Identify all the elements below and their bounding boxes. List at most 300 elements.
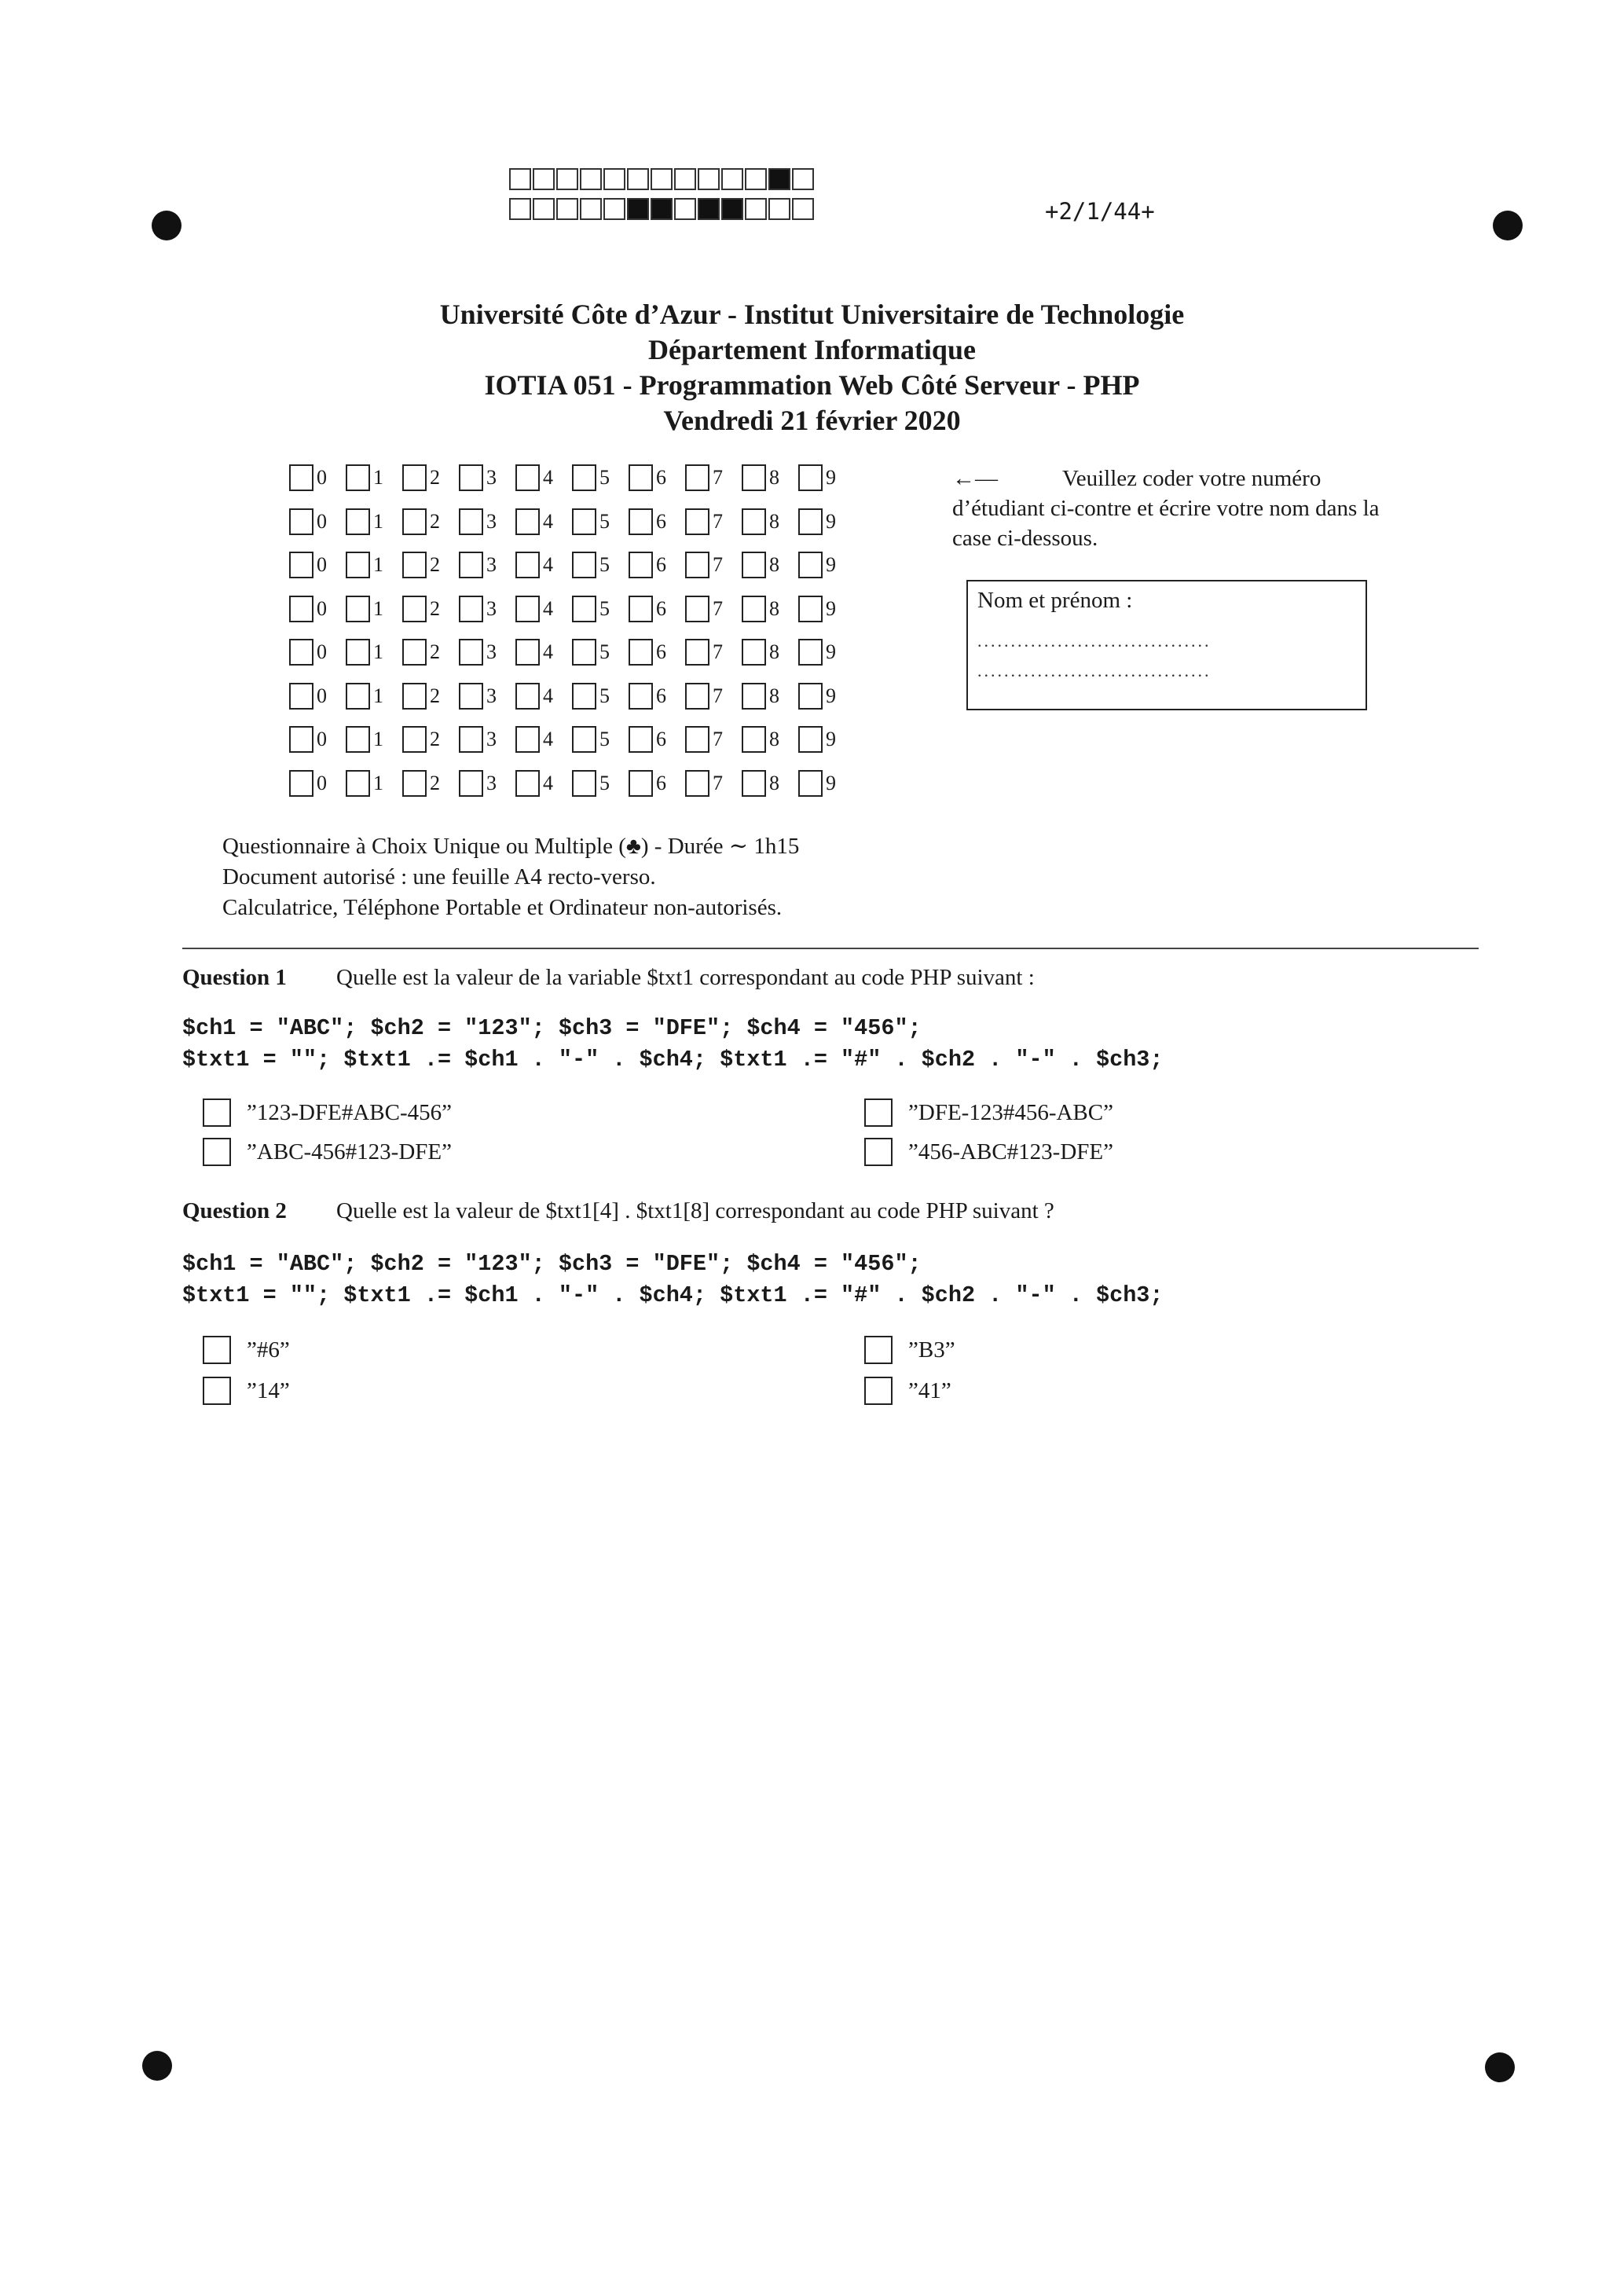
- id-digit-option[interactable]: [515, 552, 572, 578]
- barcode-cell: [651, 198, 673, 220]
- id-digit-option[interactable]: [742, 508, 798, 535]
- id-digit-option[interactable]: [629, 726, 685, 753]
- id-digit-option[interactable]: [346, 726, 402, 753]
- barcode-cell: [674, 198, 696, 220]
- checkbox[interactable]: [572, 464, 596, 491]
- id-digit-label: 7: [713, 684, 723, 707]
- id-digit-option[interactable]: [346, 464, 402, 491]
- id-digit-row: [289, 636, 855, 668]
- id-digit-label: 1: [373, 684, 383, 707]
- q1-answer-d[interactable]: [864, 1138, 1113, 1166]
- id-instructions: [952, 464, 1389, 553]
- id-digit-option[interactable]: [515, 508, 572, 535]
- id-digit-option[interactable]: [515, 683, 572, 710]
- id-digit-option[interactable]: [742, 639, 798, 666]
- id-digit-label: 0: [317, 771, 327, 794]
- checkbox[interactable]: [742, 726, 766, 753]
- checkbox[interactable]: [685, 726, 709, 753]
- barcode-cell: [768, 198, 790, 220]
- id-digit-option[interactable]: [459, 726, 515, 753]
- sheet-code: +2/1/44+: [1045, 198, 1155, 225]
- barcode-cell: [627, 198, 649, 220]
- barcode-cell: [556, 168, 578, 190]
- id-digit-label: 6: [656, 509, 666, 533]
- checkbox[interactable]: [402, 726, 427, 753]
- id-digit-option[interactable]: [572, 464, 629, 491]
- checkbox[interactable]: [515, 552, 540, 578]
- checkbox[interactable]: [346, 552, 370, 578]
- id-digit-label: 7: [713, 728, 723, 750]
- id-digit-label: 5: [599, 509, 610, 533]
- barcode-cell: [603, 168, 625, 190]
- checkbox[interactable]: [572, 726, 596, 753]
- checkbox[interactable]: [402, 552, 427, 578]
- checkbox[interactable]: [203, 1138, 231, 1166]
- checkbox[interactable]: [864, 1377, 893, 1405]
- id-digit-option[interactable]: [685, 596, 742, 622]
- id-digit-option[interactable]: [685, 464, 742, 491]
- id-digit-label: 2: [430, 596, 440, 620]
- checkbox[interactable]: [402, 770, 427, 797]
- checkbox[interactable]: [572, 639, 596, 666]
- id-digit-label: 1: [373, 553, 383, 576]
- id-digit-option[interactable]: [798, 726, 855, 753]
- id-digit-option[interactable]: [572, 770, 629, 797]
- id-digit-option[interactable]: [459, 464, 515, 491]
- id-digit-label: 0: [317, 509, 327, 533]
- id-digit-label: 0: [317, 684, 327, 707]
- id-digit-option[interactable]: [629, 596, 685, 622]
- id-digit-option[interactable]: [289, 464, 346, 491]
- checkbox[interactable]: [864, 1098, 893, 1127]
- q2-answer-a[interactable]: [203, 1336, 290, 1364]
- checkbox[interactable]: [289, 683, 313, 710]
- checkbox[interactable]: [685, 464, 709, 491]
- question-1-text: Quelle est la valeur de la variable $txt1 correspondant au code PHP suivant :: [336, 965, 1035, 990]
- checkbox[interactable]: [515, 639, 540, 666]
- id-digit-option[interactable]: [289, 508, 346, 535]
- q1-answer-b[interactable]: [864, 1098, 1113, 1127]
- checkbox[interactable]: [798, 464, 823, 491]
- id-digit-label: 3: [486, 640, 497, 663]
- exam-info: [222, 831, 799, 923]
- checkbox[interactable]: [629, 726, 653, 753]
- id-digit-option[interactable]: [572, 683, 629, 710]
- id-digit-label: 2: [430, 640, 440, 663]
- checkbox[interactable]: [459, 770, 483, 797]
- id-digit-option[interactable]: [515, 639, 572, 666]
- checkbox[interactable]: [515, 770, 540, 797]
- name-line-2[interactable]: ...................................: [977, 661, 1212, 680]
- id-digit-row: [289, 768, 855, 799]
- id-digit-option[interactable]: [742, 552, 798, 578]
- barcode-cell: [556, 198, 578, 220]
- id-digit-option[interactable]: [346, 552, 402, 578]
- id-digit-label: 2: [430, 684, 440, 707]
- checkbox[interactable]: [402, 464, 427, 491]
- instructions-first: Veuillez coder votre numéro: [1062, 466, 1322, 491]
- checkbox[interactable]: [203, 1377, 231, 1405]
- id-digit-option[interactable]: [289, 596, 346, 622]
- checkbox[interactable]: [289, 770, 313, 797]
- checkbox[interactable]: [289, 508, 313, 535]
- id-digit-label: 5: [599, 596, 610, 620]
- checkbox[interactable]: [742, 770, 766, 797]
- id-digit-label: 4: [543, 466, 553, 489]
- checkbox[interactable]: [515, 596, 540, 622]
- id-digit-option[interactable]: [798, 639, 855, 666]
- id-digit-label: 5: [599, 553, 610, 576]
- id-digit-option[interactable]: [346, 683, 402, 710]
- name-line-1[interactable]: ...................................: [977, 631, 1212, 651]
- id-digit-label: 9: [826, 684, 836, 707]
- checkbox[interactable]: [289, 464, 313, 491]
- checkbox[interactable]: [346, 508, 370, 535]
- id-digit-label: 2: [430, 509, 440, 533]
- barcode-cell: [698, 198, 720, 220]
- id-digit-option[interactable]: [742, 726, 798, 753]
- checkbox[interactable]: [346, 639, 370, 666]
- id-digit-option[interactable]: [685, 726, 742, 753]
- checkbox[interactable]: [203, 1098, 231, 1127]
- id-digit-option[interactable]: [515, 596, 572, 622]
- id-digit-label: 6: [656, 684, 666, 707]
- barcode-cell: [533, 198, 555, 220]
- id-digit-label: 2: [430, 728, 440, 750]
- checkbox[interactable]: [346, 596, 370, 622]
- checkbox[interactable]: [685, 770, 709, 797]
- id-digit-option[interactable]: [572, 726, 629, 753]
- checkbox[interactable]: [203, 1336, 231, 1364]
- id-digit-option[interactable]: [289, 552, 346, 578]
- barcode-cell: [698, 168, 720, 190]
- id-digit-option[interactable]: [459, 552, 515, 578]
- barcode-cell: [651, 168, 673, 190]
- question-2-text: Quelle est la valeur de $txt1[4] . $txt1[8] correspondant au code PHP suivant ?: [336, 1198, 1054, 1223]
- checkbox[interactable]: [629, 683, 653, 710]
- checkbox[interactable]: [742, 683, 766, 710]
- barcode-cell: [792, 168, 814, 190]
- student-id-grid: [289, 462, 855, 811]
- answer-label: ”ABC-456#123-DFE”: [247, 1139, 452, 1165]
- id-digit-label: 1: [373, 596, 383, 620]
- checkbox[interactable]: [459, 596, 483, 622]
- q2-answer-c[interactable]: [203, 1377, 290, 1405]
- id-digit-option[interactable]: [402, 552, 459, 578]
- answer-label: ”456-ABC#123-DFE”: [908, 1139, 1113, 1165]
- id-digit-label: 3: [486, 509, 497, 533]
- checkbox[interactable]: [798, 508, 823, 535]
- q1-answer-a[interactable]: [203, 1098, 452, 1127]
- id-digit-label: 9: [826, 466, 836, 489]
- id-digit-option[interactable]: [402, 464, 459, 491]
- id-digit-label: 8: [769, 728, 779, 750]
- checkbox[interactable]: [685, 683, 709, 710]
- id-digit-label: 5: [599, 640, 610, 663]
- id-digit-label: 7: [713, 640, 723, 663]
- id-digit-option[interactable]: [289, 683, 346, 710]
- barcode-cell: [745, 168, 767, 190]
- id-digit-option[interactable]: [346, 639, 402, 666]
- checkbox[interactable]: [515, 726, 540, 753]
- checkbox[interactable]: [289, 639, 313, 666]
- header-date: Vendredi 21 février 2020: [663, 405, 961, 436]
- id-digit-option[interactable]: [402, 596, 459, 622]
- checkbox[interactable]: [459, 508, 483, 535]
- checkbox[interactable]: [685, 596, 709, 622]
- q2-answer-b[interactable]: [864, 1336, 955, 1364]
- id-digit-option[interactable]: [515, 726, 572, 753]
- id-digit-option[interactable]: [685, 508, 742, 535]
- name-box[interactable]: [966, 580, 1367, 710]
- checkbox[interactable]: [798, 552, 823, 578]
- checkbox[interactable]: [742, 464, 766, 491]
- registration-mark-bottom-right: [1485, 2052, 1515, 2082]
- barcode-cell: [721, 198, 743, 220]
- barcode-cell: [509, 168, 531, 190]
- question-2-code-line-2: $txt1 = ""; $txt1 .= $ch1 . "-" . $ch4; $txt1 .= "#" . $ch2 . "-" . $ch3;: [182, 1282, 1164, 1308]
- checkbox[interactable]: [572, 508, 596, 535]
- id-digit-option[interactable]: [572, 639, 629, 666]
- id-digit-option[interactable]: [685, 639, 742, 666]
- id-digit-label: 2: [430, 771, 440, 794]
- id-digit-label: 8: [769, 509, 779, 533]
- q1-answer-c[interactable]: [203, 1138, 452, 1166]
- id-digit-label: 8: [769, 771, 779, 794]
- id-digit-label: 1: [373, 509, 383, 533]
- id-digit-option[interactable]: [402, 770, 459, 797]
- id-digit-label: 1: [373, 640, 383, 663]
- id-digit-option[interactable]: [289, 770, 346, 797]
- checkbox[interactable]: [346, 726, 370, 753]
- checkbox[interactable]: [346, 683, 370, 710]
- id-digit-label: 3: [486, 466, 497, 489]
- id-digit-option[interactable]: [346, 508, 402, 535]
- id-digit-option[interactable]: [742, 464, 798, 491]
- checkbox[interactable]: [864, 1336, 893, 1364]
- id-digit-option[interactable]: [798, 770, 855, 797]
- checkbox[interactable]: [346, 464, 370, 491]
- id-digit-label: 0: [317, 553, 327, 576]
- exam-info-line-3: Calculatrice, Téléphone Portable et Ordinateur non-autorisés.: [222, 895, 783, 920]
- registration-mark-top-right: [1493, 211, 1523, 240]
- id-digit-option[interactable]: [459, 770, 515, 797]
- checkbox[interactable]: [402, 596, 427, 622]
- id-digit-label: 4: [543, 728, 553, 750]
- exam-header: [0, 297, 1624, 438]
- q2-answer-d[interactable]: [864, 1377, 951, 1405]
- id-digit-option[interactable]: [459, 639, 515, 666]
- id-digit-label: 4: [543, 596, 553, 620]
- id-digit-label: 3: [486, 553, 497, 576]
- id-digit-label: 7: [713, 771, 723, 794]
- id-digit-option[interactable]: [515, 464, 572, 491]
- checkbox[interactable]: [685, 508, 709, 535]
- id-digit-label: 1: [373, 771, 383, 794]
- answer-label: ”#6”: [247, 1337, 290, 1363]
- checkbox[interactable]: [459, 726, 483, 753]
- id-digit-row: [289, 549, 855, 581]
- id-digit-label: 3: [486, 596, 497, 620]
- checkbox[interactable]: [798, 770, 823, 797]
- checkbox[interactable]: [798, 596, 823, 622]
- id-digit-label: 4: [543, 553, 553, 576]
- checkbox[interactable]: [742, 596, 766, 622]
- id-digit-label: 7: [713, 466, 723, 489]
- id-digit-label: 4: [543, 684, 553, 707]
- checkbox[interactable]: [402, 508, 427, 535]
- id-digit-option[interactable]: [346, 770, 402, 797]
- id-digit-option[interactable]: [402, 639, 459, 666]
- id-digit-label: 9: [826, 509, 836, 533]
- id-digit-label: 7: [713, 509, 723, 533]
- id-digit-label: 0: [317, 466, 327, 489]
- id-digit-label: 9: [826, 728, 836, 750]
- question-1-label: Question 1: [182, 965, 287, 990]
- id-digit-label: 3: [486, 771, 497, 794]
- answer-label: ”123-DFE#ABC-456”: [247, 1099, 452, 1125]
- id-digit-option[interactable]: [742, 683, 798, 710]
- id-digit-option[interactable]: [459, 508, 515, 535]
- id-digit-label: 3: [486, 728, 497, 750]
- id-digit-option[interactable]: [629, 683, 685, 710]
- exam-info-line-2: Document autorisé : une feuille A4 recto-verso.: [222, 864, 656, 889]
- barcode-cell: [627, 168, 649, 190]
- id-digit-option[interactable]: [629, 639, 685, 666]
- checkbox[interactable]: [459, 683, 483, 710]
- id-digit-label: 7: [713, 553, 723, 576]
- checkbox[interactable]: [629, 552, 653, 578]
- id-digit-label: 8: [769, 684, 779, 707]
- answer-label: ”14”: [247, 1377, 290, 1403]
- checkbox[interactable]: [685, 639, 709, 666]
- id-digit-row: [289, 506, 855, 537]
- id-digit-option[interactable]: [346, 596, 402, 622]
- id-digit-option[interactable]: [685, 552, 742, 578]
- id-digit-label: 2: [430, 553, 440, 576]
- id-digit-label: 6: [656, 596, 666, 620]
- checkbox[interactable]: [289, 726, 313, 753]
- checkbox[interactable]: [685, 552, 709, 578]
- id-digit-option[interactable]: [629, 464, 685, 491]
- id-digit-option[interactable]: [515, 770, 572, 797]
- id-digit-option[interactable]: [742, 596, 798, 622]
- id-digit-option[interactable]: [685, 683, 742, 710]
- id-digit-row: [289, 680, 855, 712]
- checkbox[interactable]: [742, 552, 766, 578]
- id-digit-option[interactable]: [629, 770, 685, 797]
- id-digit-option[interactable]: [402, 726, 459, 753]
- checkbox[interactable]: [629, 464, 653, 491]
- barcode-cell: [603, 198, 625, 220]
- id-digit-label: 8: [769, 596, 779, 620]
- id-digit-option[interactable]: [798, 683, 855, 710]
- id-digit-option[interactable]: [402, 683, 459, 710]
- checkbox[interactable]: [459, 639, 483, 666]
- barcode-row-1: [509, 168, 816, 190]
- id-digit-option[interactable]: [742, 770, 798, 797]
- id-digit-option[interactable]: [402, 508, 459, 535]
- id-digit-label: 9: [826, 553, 836, 576]
- checkbox[interactable]: [515, 464, 540, 491]
- checkbox[interactable]: [798, 726, 823, 753]
- id-digit-label: 6: [656, 728, 666, 750]
- instructions-rest: d’étudiant ci-contre et écrire votre nom dans la case ci-dessous.: [952, 496, 1380, 551]
- id-digit-label: 0: [317, 640, 327, 663]
- question-2-label: Question 2: [182, 1198, 287, 1223]
- id-digit-option[interactable]: [572, 596, 629, 622]
- checkbox[interactable]: [289, 596, 313, 622]
- checkbox[interactable]: [629, 770, 653, 797]
- id-digit-row: [289, 593, 855, 625]
- id-digit-option[interactable]: [629, 552, 685, 578]
- divider: [182, 948, 1479, 949]
- barcode-cell: [745, 198, 767, 220]
- id-digit-label: 9: [826, 596, 836, 620]
- answer-label: ”B3”: [908, 1337, 955, 1363]
- answer-label: ”DFE-123#456-ABC”: [908, 1099, 1113, 1125]
- checkbox[interactable]: [459, 464, 483, 491]
- id-digit-option[interactable]: [629, 508, 685, 535]
- checkbox[interactable]: [402, 683, 427, 710]
- id-digit-option[interactable]: [459, 683, 515, 710]
- checkbox[interactable]: [289, 552, 313, 578]
- left-arrow-icon: ←—: [952, 466, 998, 491]
- id-digit-label: 1: [373, 466, 383, 489]
- checkbox[interactable]: [629, 596, 653, 622]
- id-digit-option[interactable]: [289, 639, 346, 666]
- id-digit-label: 7: [713, 596, 723, 620]
- question-1-code-line-2: $txt1 = ""; $txt1 .= $ch1 . "-" . $ch4; $txt1 .= "#" . $ch2 . "-" . $ch3;: [182, 1047, 1164, 1073]
- checkbox[interactable]: [864, 1138, 893, 1166]
- checkbox[interactable]: [798, 683, 823, 710]
- checkbox[interactable]: [742, 508, 766, 535]
- id-digit-option[interactable]: [459, 596, 515, 622]
- id-digit-option[interactable]: [572, 552, 629, 578]
- id-digit-option[interactable]: [798, 552, 855, 578]
- id-digit-option[interactable]: [572, 508, 629, 535]
- checkbox[interactable]: [629, 508, 653, 535]
- checkbox[interactable]: [572, 770, 596, 797]
- id-digit-label: 4: [543, 509, 553, 533]
- id-digit-label: 5: [599, 466, 610, 489]
- id-digit-option[interactable]: [798, 596, 855, 622]
- checkbox[interactable]: [402, 639, 427, 666]
- id-digit-label: 8: [769, 640, 779, 663]
- checkbox[interactable]: [798, 639, 823, 666]
- id-digit-option[interactable]: [289, 726, 346, 753]
- checkbox[interactable]: [629, 639, 653, 666]
- id-digit-row: [289, 462, 855, 493]
- checkbox[interactable]: [515, 683, 540, 710]
- checkbox[interactable]: [515, 508, 540, 535]
- checkbox[interactable]: [459, 552, 483, 578]
- barcode-cell: [768, 168, 790, 190]
- id-digit-option[interactable]: [685, 770, 742, 797]
- checkbox[interactable]: [572, 596, 596, 622]
- checkbox[interactable]: [742, 639, 766, 666]
- checkbox[interactable]: [346, 770, 370, 797]
- barcode-cell: [509, 198, 531, 220]
- id-digit-option[interactable]: [798, 508, 855, 535]
- exam-info-line-1: Questionnaire à Choix Unique ou Multiple (♣) - Durée ∼ 1h15: [222, 834, 800, 859]
- checkbox[interactable]: [572, 552, 596, 578]
- id-digit-option[interactable]: [798, 464, 855, 491]
- barcode-cell: [721, 168, 743, 190]
- checkbox[interactable]: [572, 683, 596, 710]
- name-box-label: Nom et prénom :: [977, 588, 1133, 613]
- id-digit-label: 0: [317, 596, 327, 620]
